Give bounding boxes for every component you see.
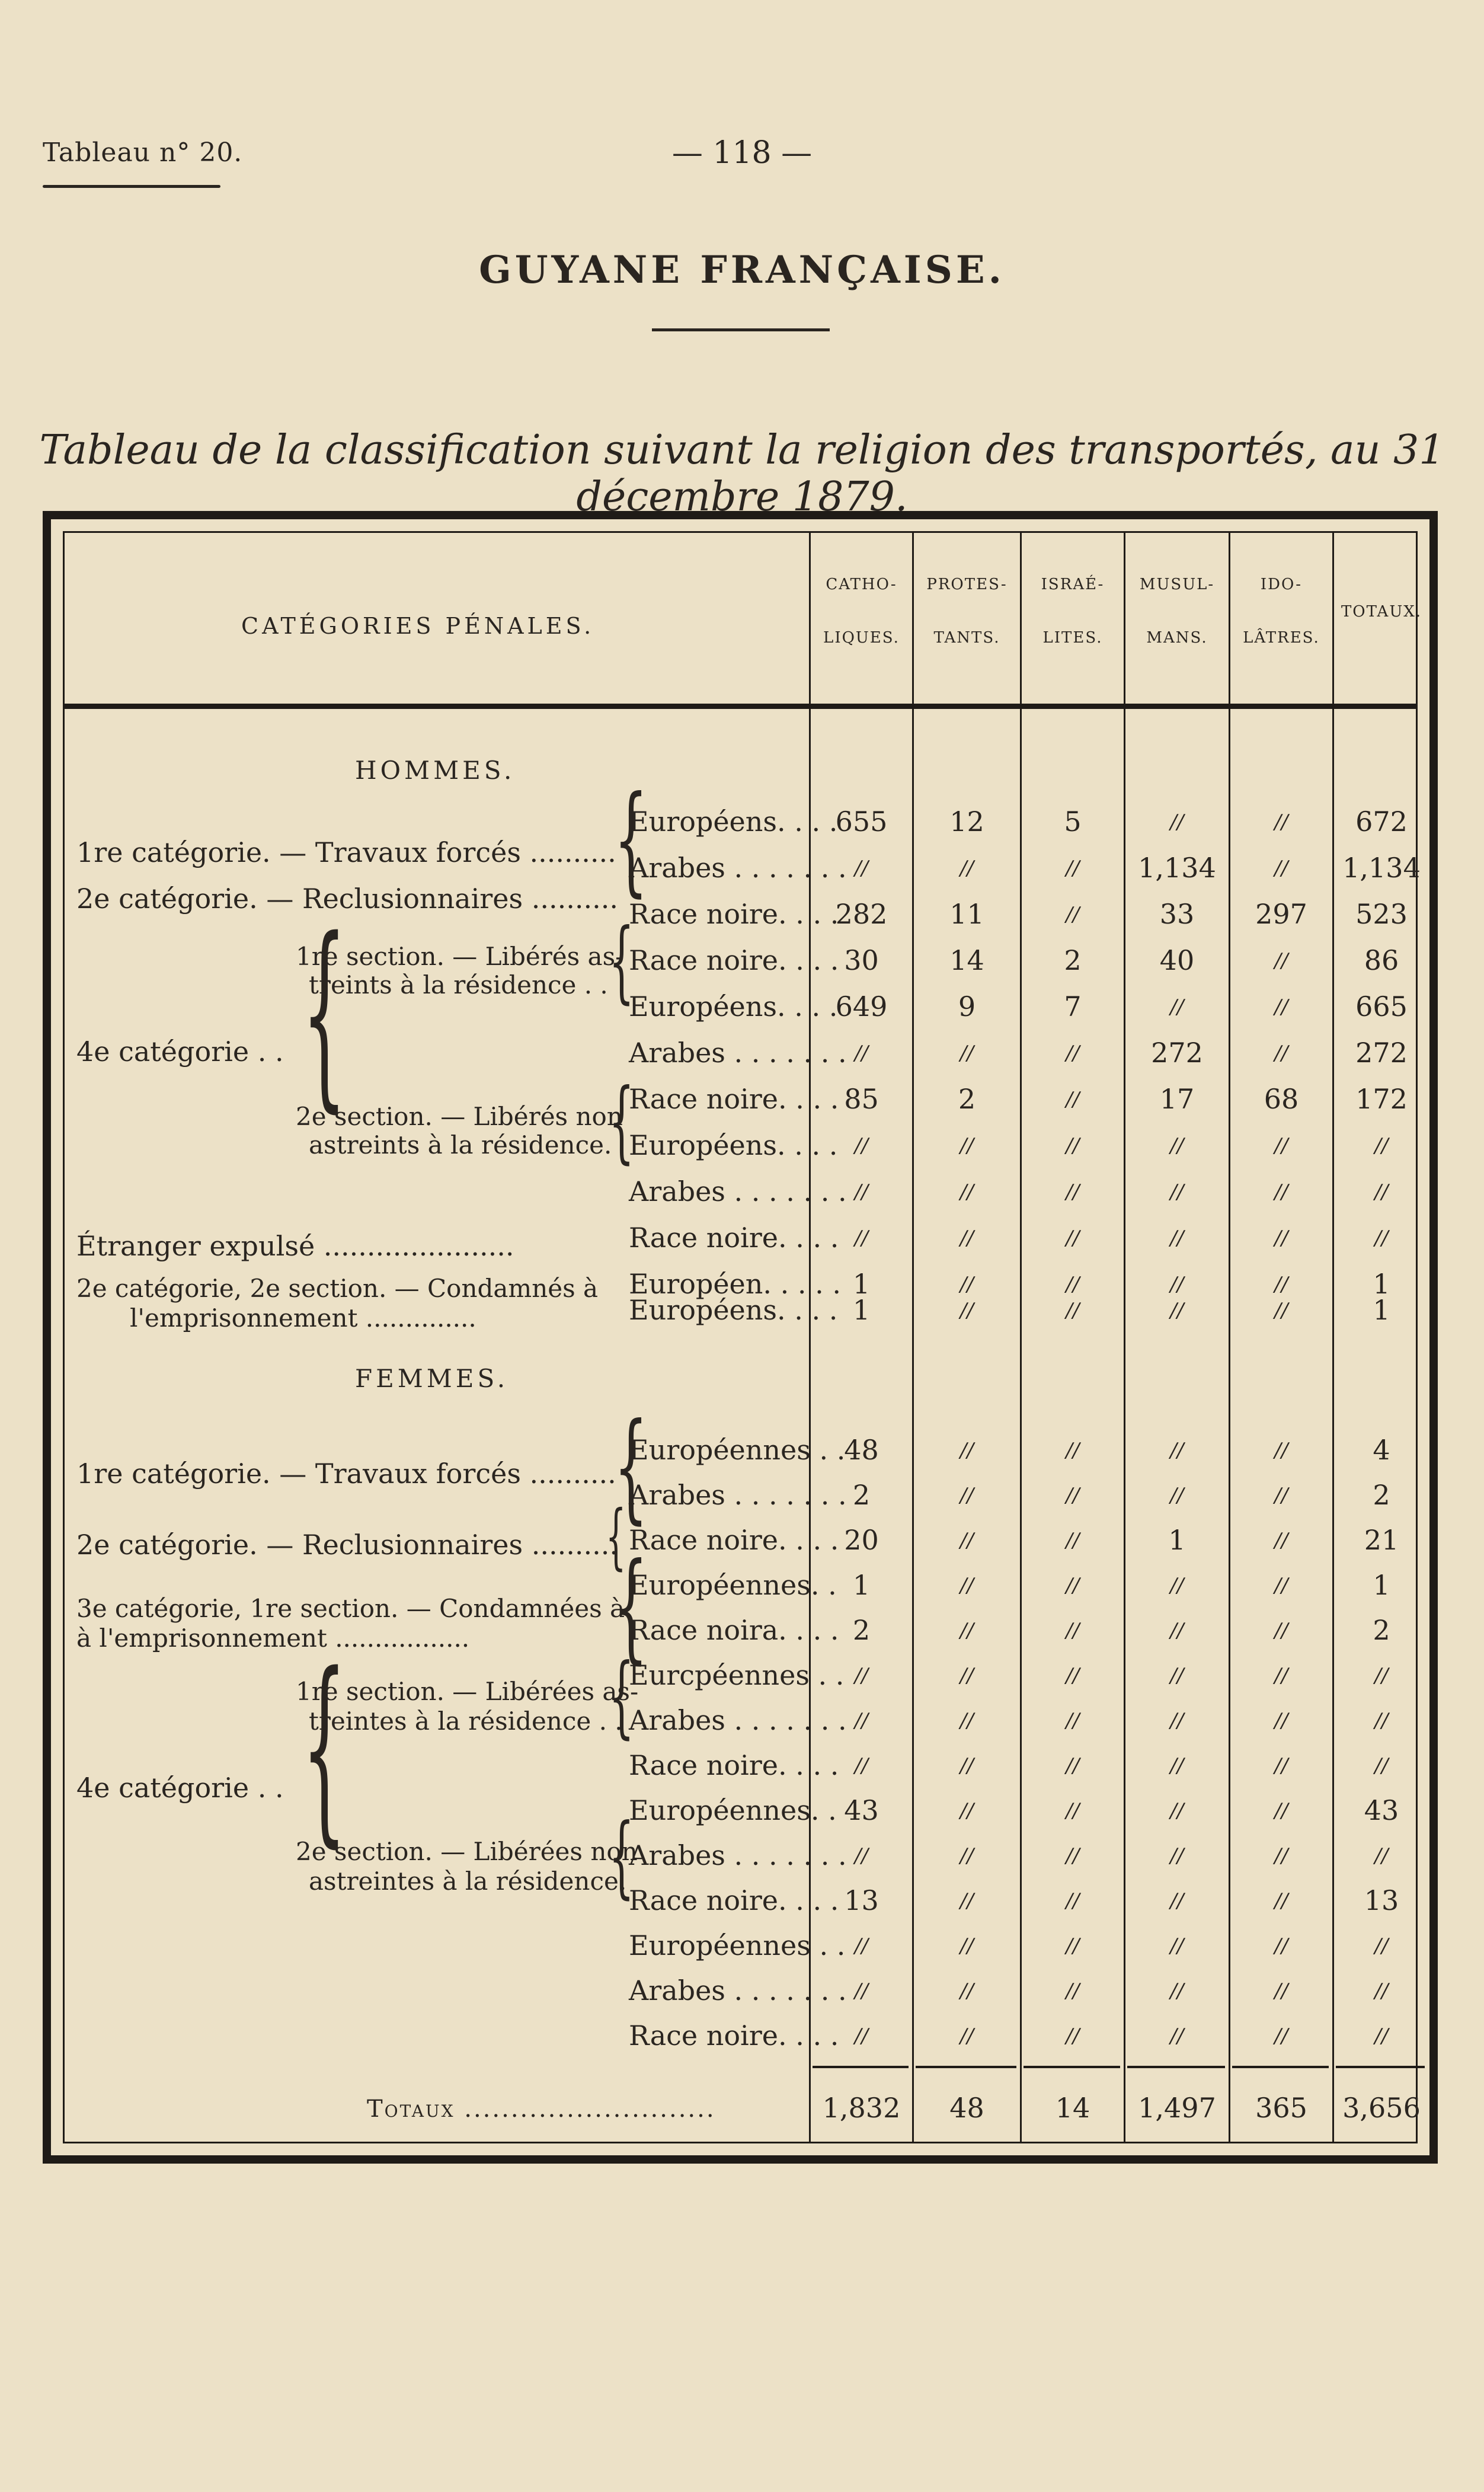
column-header-musulmans-1: MUSUL- bbox=[1139, 576, 1215, 593]
table-cell: // bbox=[1374, 1134, 1389, 1158]
table-cell: // bbox=[855, 1180, 868, 1204]
table-cell: 272 bbox=[1151, 1037, 1203, 1069]
table-cell: // bbox=[1274, 1439, 1288, 1462]
table-cell: // bbox=[1374, 1226, 1389, 1250]
table-cell: // bbox=[1374, 1180, 1389, 1204]
label-femmes-cat4-s2a: 2e section. — Libérées non bbox=[296, 1837, 638, 1866]
column-header-israelites-1: ISRAÉ- bbox=[1041, 576, 1105, 593]
label-hommes-cat2: 2e catégorie. — Reclusionnaires .......... bbox=[76, 883, 618, 915]
row-race-label: Arabes . . . . . . . bbox=[629, 1037, 847, 1069]
table-cell: // bbox=[855, 1934, 868, 1958]
table-subtitle: Tableau de la classification suivant la religion des transportés, au 31 décembre 1879. bbox=[39, 427, 1445, 520]
table-cell: // bbox=[1170, 1979, 1184, 2003]
table-cell: // bbox=[960, 1979, 974, 2003]
table-cell: // bbox=[960, 1134, 974, 1158]
table-cell: 1 bbox=[1373, 1268, 1390, 1300]
table-cell: 2 bbox=[1373, 1614, 1390, 1646]
label-hommes-cat1: 1re catégorie. — Travaux forcés .......... bbox=[76, 836, 616, 868]
table-cell: 1 bbox=[852, 1294, 871, 1326]
table-cell: // bbox=[1066, 1574, 1080, 1598]
table-cell: // bbox=[960, 1484, 974, 1507]
row-race-label: Européennes. . bbox=[629, 1569, 837, 1601]
table-cell: // bbox=[960, 1889, 974, 1913]
table-cell: // bbox=[1066, 1226, 1080, 1250]
table-cell: // bbox=[855, 1979, 868, 2003]
table-cell: // bbox=[1274, 1844, 1288, 1868]
header-rule bbox=[43, 185, 220, 188]
total-cell: 14 bbox=[1055, 2092, 1090, 2124]
row-race-label: Race noire. . . . bbox=[629, 1749, 839, 1781]
table-cell: 282 bbox=[835, 898, 888, 930]
table-cell: 665 bbox=[1355, 991, 1408, 1023]
row-race-label: Race noire. . . . bbox=[629, 944, 839, 976]
table-cell: // bbox=[960, 2024, 974, 2048]
table-cell: // bbox=[1066, 2024, 1080, 2048]
brace: { bbox=[609, 1805, 635, 1908]
table-cell: // bbox=[1274, 1180, 1288, 1204]
table-cell: // bbox=[1066, 1134, 1080, 1158]
label-femmes-cat1: 1re catégorie. — Travaux forcés .......... bbox=[76, 1458, 616, 1490]
page-title: GUYANE FRANÇAISE. bbox=[479, 248, 1005, 292]
label-femmes-cat2: 2e catégorie. — Reclusionnaires .......... bbox=[76, 1529, 618, 1561]
table-cell: // bbox=[855, 1134, 868, 1158]
table-cell: 2 bbox=[1373, 1479, 1390, 1511]
row-race-label: Européens. . . . bbox=[629, 991, 838, 1023]
table-cell: // bbox=[1066, 857, 1080, 880]
table-cell: // bbox=[1170, 995, 1184, 1019]
table-cell: // bbox=[1274, 1226, 1288, 1250]
label-femmes-cat3a: 3e catégorie, 1re section. — Condamnées à bbox=[76, 1594, 625, 1623]
table-cell: 33 bbox=[1159, 898, 1195, 930]
brace: { bbox=[609, 1645, 635, 1748]
table-cell: 1,134 bbox=[1342, 852, 1421, 884]
table-cell: // bbox=[1170, 1844, 1184, 1868]
table-cell: // bbox=[1274, 995, 1288, 1019]
table-cell: 20 bbox=[844, 1524, 879, 1556]
table-cell: // bbox=[1170, 1299, 1184, 1322]
table-cell: 12 bbox=[949, 806, 984, 838]
row-race-label: Européens. . . . bbox=[629, 806, 838, 838]
table-cell: 43 bbox=[1364, 1794, 1399, 1826]
label-hommes-cat2-s2a: 2e catégorie, 2e section. — Condamnés à bbox=[76, 1274, 599, 1303]
table-cell: 86 bbox=[1364, 944, 1399, 976]
table-cell: // bbox=[1066, 1799, 1080, 1823]
table-cell: // bbox=[1170, 810, 1184, 834]
row-race-label: Arabes . . . . . . . bbox=[629, 852, 847, 884]
table-body bbox=[63, 531, 1422, 2143]
table-cell: // bbox=[1066, 903, 1080, 926]
table-cell: // bbox=[855, 1664, 868, 1688]
table-cell: // bbox=[855, 857, 868, 880]
table-cell: // bbox=[1170, 1439, 1184, 1462]
brace: { bbox=[302, 1631, 347, 1865]
row-race-label: Race noire. . . . bbox=[629, 1884, 839, 1916]
table-cell: // bbox=[1274, 1529, 1288, 1552]
table-cell: // bbox=[960, 1226, 974, 1250]
row-race-label: Européen. . . . . bbox=[629, 1268, 842, 1300]
table-cell: 7 bbox=[1064, 991, 1082, 1023]
column-header-musulmans-2: MANS. bbox=[1146, 629, 1208, 647]
label-femmes-cat4-s2b: astreintes à la résidence. bbox=[309, 1867, 627, 1896]
row-race-label: Arabes . . . . . . . bbox=[629, 1975, 847, 2007]
row-race-label: Race noire. . . . bbox=[629, 1524, 839, 1556]
table-cell: 40 bbox=[1159, 944, 1195, 976]
table-cell: 523 bbox=[1355, 898, 1408, 930]
table-cell: // bbox=[1374, 1709, 1389, 1733]
table-cell: // bbox=[960, 1273, 974, 1296]
row-race-label: Arabes . . . . . . . bbox=[629, 1839, 847, 1871]
table-cell: // bbox=[1374, 1934, 1389, 1958]
table-cell: 14 bbox=[949, 944, 984, 976]
table-cell: // bbox=[960, 1041, 974, 1065]
column-header-idolatres-2: LÂTRES. bbox=[1243, 629, 1320, 647]
row-race-label: Européens. . . . bbox=[629, 1294, 838, 1326]
table-cell: // bbox=[1274, 1299, 1288, 1322]
table-cell: 297 bbox=[1255, 898, 1307, 930]
table-cell: // bbox=[1374, 1844, 1389, 1868]
row-race-label: Race noira. . . . bbox=[629, 1614, 839, 1646]
label-hommes-cat4-s2b: astreints à la résidence. bbox=[309, 1130, 612, 1159]
table-cell: 9 bbox=[958, 991, 976, 1023]
table-cell: 672 bbox=[1355, 806, 1408, 838]
table-cell: 1 bbox=[852, 1569, 871, 1601]
table-cell: // bbox=[1274, 1709, 1288, 1733]
table-number: Tableau n° 20. bbox=[43, 138, 243, 168]
row-race-label: Européennes. . bbox=[629, 1794, 837, 1826]
column-header-israelites-2: LITES. bbox=[1042, 629, 1103, 647]
total-rule bbox=[916, 2066, 1016, 2068]
row-race-label: Européens. . . . bbox=[629, 1129, 838, 1161]
table-cell: // bbox=[960, 1709, 974, 1733]
table-cell: // bbox=[1274, 1754, 1288, 1778]
table-cell: // bbox=[960, 1574, 974, 1598]
table-cell: // bbox=[1274, 1574, 1288, 1598]
label-hommes-cat4: 4e catégorie . . bbox=[76, 1036, 284, 1068]
table-cell: // bbox=[1066, 1754, 1080, 1778]
table-cell: // bbox=[1274, 810, 1288, 834]
column-header-categories: CATÉGORIES PÉNALES. bbox=[241, 613, 595, 639]
table-cell: // bbox=[960, 1180, 974, 1204]
table-cell: // bbox=[1170, 1934, 1184, 1958]
brace: { bbox=[302, 896, 347, 1130]
header-rule-thick bbox=[65, 704, 1416, 709]
table-cell: // bbox=[1066, 1709, 1080, 1733]
table-cell: // bbox=[1170, 1889, 1184, 1913]
totals-label: Totaux ........................... bbox=[367, 2095, 716, 2123]
table-cell: // bbox=[1170, 1799, 1184, 1823]
row-race-label: Arabes . . . . . . . bbox=[629, 1175, 847, 1207]
column-header-catholiques-1: CATHO- bbox=[826, 576, 897, 593]
table-cell: // bbox=[1066, 1529, 1080, 1552]
section-hommes: HOMMES. bbox=[355, 756, 516, 785]
table-cell: // bbox=[1274, 1041, 1288, 1065]
brace: { bbox=[605, 1496, 626, 1578]
total-cell: 1,497 bbox=[1138, 2092, 1216, 2124]
table-cell: 5 bbox=[1064, 806, 1082, 838]
table-cell: 649 bbox=[835, 991, 888, 1023]
table-cell: // bbox=[1066, 1979, 1080, 2003]
table-cell: // bbox=[960, 1439, 974, 1462]
table-cell: // bbox=[1274, 857, 1288, 880]
table-cell: // bbox=[1066, 1299, 1080, 1322]
table-cell: 11 bbox=[949, 898, 984, 930]
table-cell: // bbox=[855, 1226, 868, 1250]
total-cell: 1,832 bbox=[822, 2092, 901, 2124]
column-header-catholiques-2: LIQUES. bbox=[823, 629, 900, 647]
total-rule bbox=[1336, 2066, 1425, 2068]
row-race-label: Race noire. . . . bbox=[629, 2020, 839, 2052]
label-femmes-cat4-s1b: treintes à la résidence . . bbox=[309, 1707, 623, 1736]
table-cell: 4 bbox=[1373, 1434, 1390, 1466]
table-cell: // bbox=[960, 1619, 974, 1643]
table-cell: // bbox=[960, 1799, 974, 1823]
table-cell: 272 bbox=[1355, 1037, 1408, 1069]
total-cell: 365 bbox=[1255, 2092, 1307, 2124]
section-femmes: FEMMES. bbox=[355, 1364, 509, 1393]
row-race-label: Européennes . . bbox=[629, 1929, 846, 1961]
row-race-label: Arabes . . . . . . . bbox=[629, 1479, 847, 1511]
table-cell: // bbox=[960, 1299, 974, 1322]
table-cell: // bbox=[1170, 1226, 1184, 1250]
table-cell: // bbox=[855, 1709, 868, 1733]
table-cell: 2 bbox=[852, 1614, 871, 1646]
column-header-totaux: TOTAUX. bbox=[1341, 603, 1422, 621]
table-cell: // bbox=[1170, 1709, 1184, 1733]
table-cell: 2 bbox=[1064, 944, 1082, 976]
table-cell: 2 bbox=[958, 1083, 976, 1115]
table-cell: // bbox=[1274, 1979, 1288, 2003]
table-cell: 1,134 bbox=[1138, 852, 1216, 884]
table-cell: // bbox=[1170, 1619, 1184, 1643]
column-header-protestants-1: PROTES- bbox=[926, 576, 1008, 593]
table-cell: 655 bbox=[835, 806, 888, 838]
table-cell: // bbox=[1274, 1664, 1288, 1688]
brace: { bbox=[613, 1538, 648, 1676]
label-etranger-expulse: Étranger expulsé ...................... bbox=[76, 1230, 514, 1262]
total-rule bbox=[1127, 2066, 1225, 2068]
table-cell: // bbox=[960, 1664, 974, 1688]
brace: { bbox=[613, 1398, 648, 1536]
table-cell: // bbox=[1274, 1889, 1288, 1913]
table-cell: 2 bbox=[852, 1479, 871, 1511]
table-cell: // bbox=[1066, 1844, 1080, 1868]
table-cell: // bbox=[1274, 1273, 1288, 1296]
table-cell: // bbox=[1066, 1041, 1080, 1065]
total-cell: 3,656 bbox=[1342, 2092, 1421, 2124]
label-hommes-cat4-s2a: 2e section. — Libérés non bbox=[296, 1102, 623, 1131]
table-cell: 13 bbox=[844, 1884, 879, 1916]
table-cell: // bbox=[1170, 1484, 1184, 1507]
row-race-label: Arabes . . . . . . . bbox=[629, 1704, 847, 1736]
table-cell: // bbox=[1274, 1934, 1288, 1958]
row-race-label: Race noire. . . . bbox=[629, 1083, 839, 1115]
table-cell: // bbox=[1066, 1484, 1080, 1507]
table-cell: // bbox=[1066, 1664, 1080, 1688]
table-cell: // bbox=[1170, 1273, 1184, 1296]
table-cell: // bbox=[1170, 1664, 1184, 1688]
total-rule bbox=[1024, 2066, 1120, 2068]
table-cell: // bbox=[1066, 1439, 1080, 1462]
table-cell: // bbox=[855, 1041, 868, 1065]
brace: { bbox=[609, 910, 635, 1013]
table-cell: // bbox=[1066, 1889, 1080, 1913]
table-cell: // bbox=[960, 1934, 974, 1958]
label-hommes-cat4-s1b: treints à la résidence . . bbox=[309, 970, 608, 999]
title-rule bbox=[652, 328, 830, 331]
table-cell: 43 bbox=[844, 1794, 879, 1826]
label-femmes-cat3b: à l'emprisonnement ................. bbox=[76, 1624, 470, 1653]
table-cell: // bbox=[1170, 1574, 1184, 1598]
page-number: — 118 — bbox=[671, 135, 813, 171]
total-cell: 48 bbox=[949, 2092, 984, 2124]
table-cell: // bbox=[960, 1844, 974, 1868]
label-hommes-cat4-s1a: 1re section. — Libérés as- bbox=[296, 942, 624, 971]
table-cell: // bbox=[1374, 1754, 1389, 1778]
table-cell: // bbox=[1066, 1088, 1080, 1111]
brace: { bbox=[613, 771, 648, 909]
table-cell: // bbox=[1374, 1979, 1389, 2003]
table-cell: 85 bbox=[844, 1083, 879, 1115]
table-cell: // bbox=[855, 1754, 868, 1778]
table-cell: // bbox=[1274, 1799, 1288, 1823]
table-cell: // bbox=[855, 2024, 868, 2048]
table-cell: 1 bbox=[852, 1268, 871, 1300]
table-cell: // bbox=[960, 857, 974, 880]
table-cell: // bbox=[1066, 1180, 1080, 1204]
table-cell: 1 bbox=[1373, 1294, 1390, 1326]
table-cell: 68 bbox=[1264, 1083, 1299, 1115]
label-hommes-cat2-s2b: l'emprisonnement .............. bbox=[130, 1303, 476, 1333]
table-cell: // bbox=[1170, 1134, 1184, 1158]
table-cell: 17 bbox=[1159, 1083, 1195, 1115]
column-header-idolatres-1: IDO- bbox=[1260, 576, 1303, 593]
table-cell: // bbox=[1066, 1273, 1080, 1296]
table-cell: // bbox=[1274, 1134, 1288, 1158]
row-race-label: Race noire. . . . bbox=[629, 898, 839, 930]
table-cell: 13 bbox=[1364, 1884, 1399, 1916]
table-cell: // bbox=[1274, 949, 1288, 973]
brace: { bbox=[609, 1070, 635, 1173]
table-cell: 21 bbox=[1364, 1524, 1399, 1556]
table-cell: 172 bbox=[1355, 1083, 1408, 1115]
table-cell: // bbox=[1274, 2024, 1288, 2048]
table-cell: // bbox=[1170, 1754, 1184, 1778]
table-cell: // bbox=[1374, 1664, 1389, 1688]
table-cell: // bbox=[1066, 1934, 1080, 1958]
total-rule bbox=[1232, 2066, 1329, 2068]
table-cell: 1 bbox=[1373, 1569, 1390, 1601]
row-race-label: Eurcpéennes . . bbox=[629, 1659, 845, 1691]
column-header-protestants-2: TANTS. bbox=[933, 629, 1000, 647]
table-cell: // bbox=[960, 1529, 974, 1552]
table-cell: // bbox=[1066, 1619, 1080, 1643]
table-cell: // bbox=[1274, 1619, 1288, 1643]
label-femmes-cat4: 4e catégorie . . bbox=[76, 1772, 284, 1804]
table-cell: // bbox=[1274, 1484, 1288, 1507]
table-cell: // bbox=[960, 1754, 974, 1778]
table-cell: 1 bbox=[1168, 1524, 1186, 1556]
table-cell: // bbox=[855, 1844, 868, 1868]
table-cell: // bbox=[1170, 1180, 1184, 1204]
row-race-label: Européennes . . bbox=[629, 1434, 846, 1466]
table-cell: 48 bbox=[844, 1434, 879, 1466]
classification-table bbox=[43, 511, 1438, 2164]
label-femmes-cat4-s1a: 1re section. — Libérées as- bbox=[296, 1677, 639, 1706]
total-rule bbox=[813, 2066, 909, 2068]
table-cell: // bbox=[1374, 2024, 1389, 2048]
table-cell: // bbox=[1170, 2024, 1184, 2048]
row-race-label: Race noire. . . . bbox=[629, 1222, 839, 1254]
table-cell: 30 bbox=[844, 944, 879, 976]
